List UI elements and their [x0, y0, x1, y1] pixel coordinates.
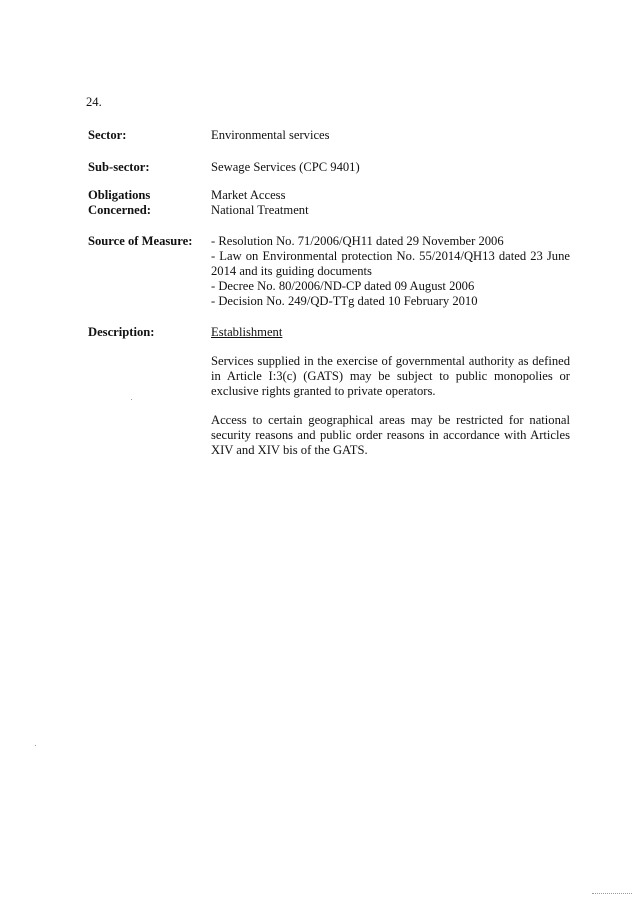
description-heading: Establishment	[211, 325, 283, 339]
scan-edge-mark	[592, 893, 632, 894]
description-paragraph: Access to certain geographical areas may be restricted for national security reasons and public order reasons in accordance with Articles XIV and XIV bis of the GATS.	[211, 413, 570, 457]
source-item: - Decree No. 80/2006/ND-CP dated 09 August 2006	[211, 279, 475, 293]
source-item: - Law on Environmental protection No. 55/2014/QH13 dated 23 June 2014 and its guiding documents	[211, 249, 570, 278]
obligation-national-treatment: National Treatment	[211, 203, 309, 217]
scan-speck	[35, 745, 36, 746]
source-of-measure-list	[211, 234, 570, 309]
obligations-label-line1: Obligations	[88, 188, 151, 202]
source-item: - Resolution No. 71/2006/QH11 dated 29 November 2006	[211, 234, 504, 248]
source-of-measure-label: Source of Measure:	[88, 234, 193, 248]
obligations-label-line2: Concerned:	[88, 203, 151, 217]
obligation-market-access: Market Access	[211, 188, 286, 202]
description-label: Description:	[88, 325, 155, 339]
scan-speck	[131, 399, 132, 400]
entry-number: 24.	[86, 95, 102, 109]
sub-sector-value: Sewage Services (CPC 9401)	[211, 160, 360, 174]
description-paragraph: Services supplied in the exercise of governmental authority as defined in Article I:3(c) (GATS) may be subject to public monopolies or exclusive rights granted to private operators.	[211, 354, 570, 398]
sector-value: Environmental services	[211, 128, 330, 142]
sector-label: Sector:	[88, 128, 127, 142]
source-item: - Decision No. 249/QD-TTg dated 10 February 2010	[211, 294, 478, 308]
sub-sector-label: Sub-sector:	[88, 160, 150, 174]
obligations-label	[88, 188, 208, 218]
obligations-value	[211, 188, 570, 218]
description-content	[211, 325, 570, 458]
